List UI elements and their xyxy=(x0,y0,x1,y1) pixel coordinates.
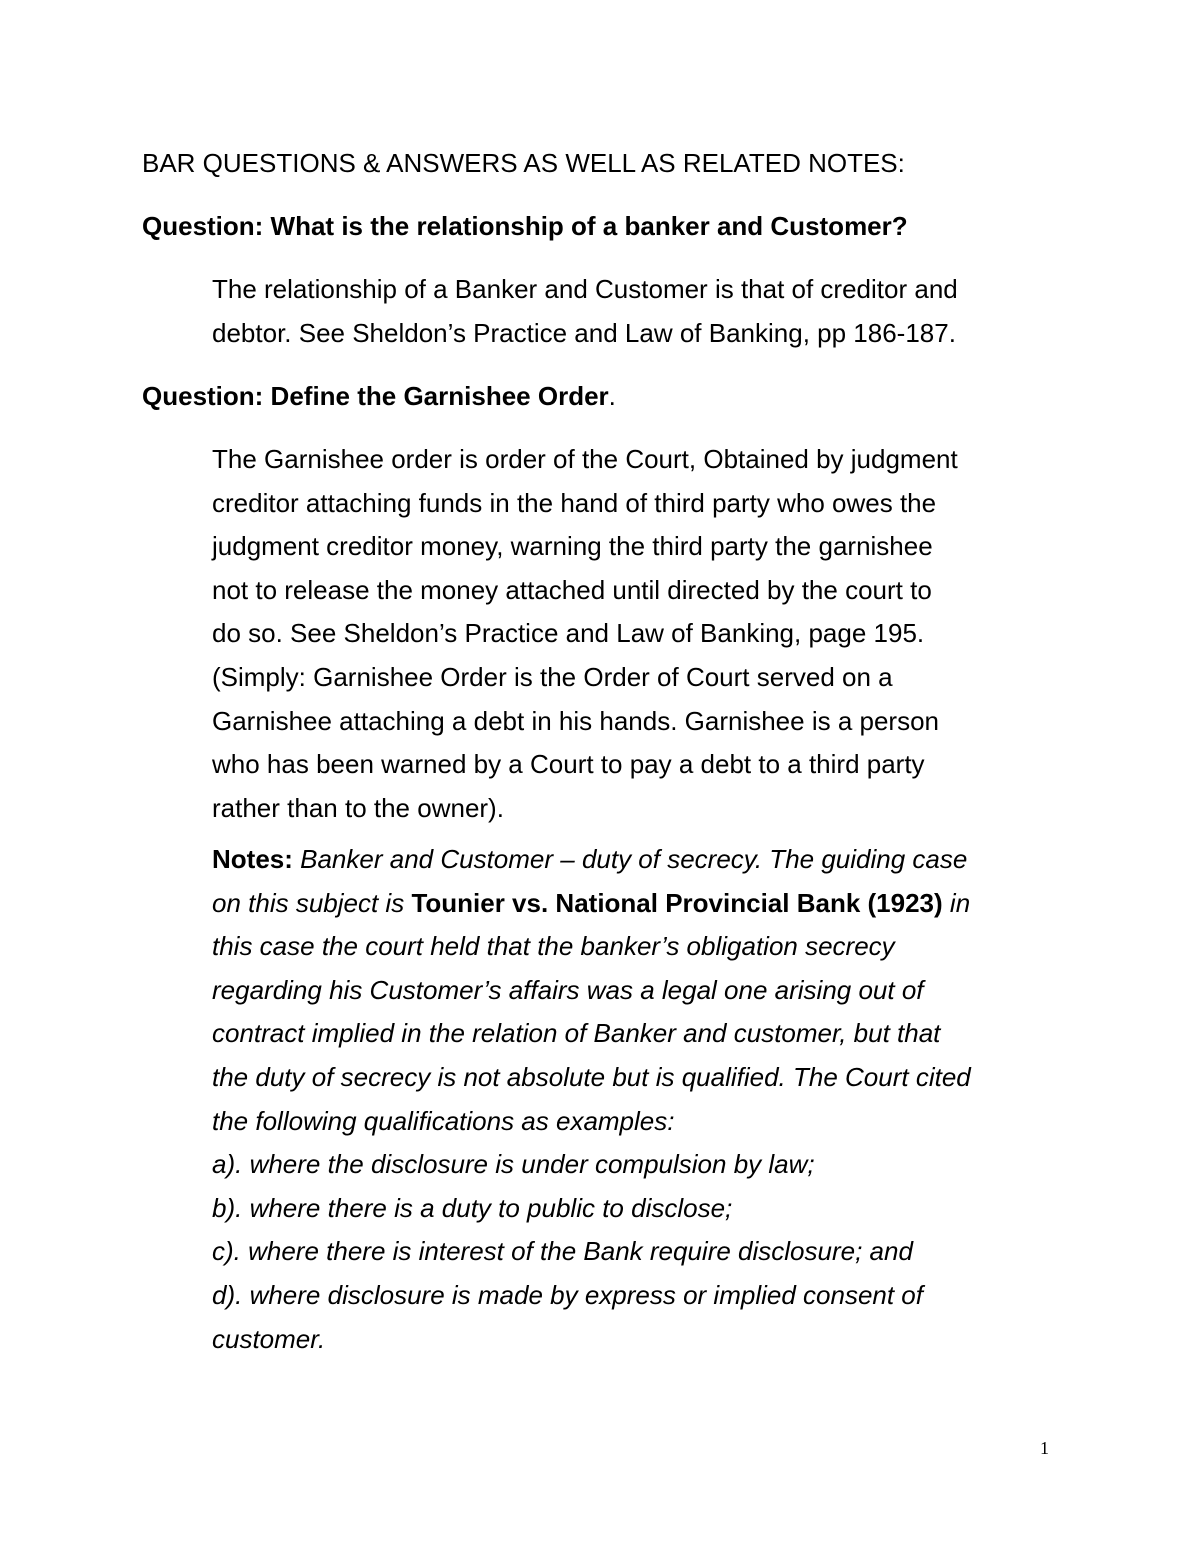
answer-1-line: The relationship of a Banker and Customer is that of creditor and xyxy=(212,274,958,304)
case-name: Tounier vs. National Provincial Bank (1923) xyxy=(411,887,943,918)
document-title: BAR QUESTIONS & ANSWERS AS WELL AS RELATED NOTES: xyxy=(142,148,905,178)
question-2-heading-text: Question: Define the Garnishee Order xyxy=(142,381,609,411)
answer-2-line: (Simply: Garnishee Order is the Order of Court served on a xyxy=(212,661,893,692)
answer-2 xyxy=(212,438,1112,830)
answer-2-line: creditor attaching funds in the hand of third party who owes the xyxy=(212,487,937,518)
notes-section xyxy=(212,838,1112,1361)
notes-line: this case the court held that the banker’s obligation secrecy xyxy=(212,931,895,962)
notes-intro: Banker and Customer – duty of secrecy. The guiding case xyxy=(292,844,968,874)
answer-2-line: The Garnishee order is order of the Court, Obtained by judgment xyxy=(212,444,958,474)
question-1-heading: Question: What is the relationship of a banker and Customer? xyxy=(142,211,908,241)
notes-line: the duty of secrecy is not absolute but is qualified. The Court cited xyxy=(212,1061,971,1092)
notes-line xyxy=(212,882,1112,926)
answer-2-line: who has been warned by a Court to pay a debt to a third party xyxy=(212,749,925,780)
notes-line: regarding his Customer’s affairs was a legal one arising out of xyxy=(212,974,924,1005)
answer-2-line: do so. See Sheldon’s Practice and Law of Banking, page 195. xyxy=(212,618,925,649)
question-2-heading xyxy=(142,378,1122,414)
qualification-item: b). where there is a duty to public to disclose; xyxy=(212,1192,733,1223)
answer-2-line: rather than to the owner). xyxy=(212,792,504,823)
qualification-item: customer. xyxy=(212,1323,326,1354)
answer-1-line: debtor. See Sheldon’s Practice and Law of Banking, pp 186-187. xyxy=(212,317,956,348)
notes-label: Notes: xyxy=(212,844,293,874)
answer-1 xyxy=(212,268,1112,355)
notes-text: on this subject is xyxy=(212,887,412,918)
qualification-item: a). where the disclosure is under compulsion by law; xyxy=(212,1149,815,1180)
question-2-heading-period: . xyxy=(608,381,616,411)
qualification-item: c). where there is interest of the Bank require disclosure; and xyxy=(212,1236,913,1267)
page-number: 1 xyxy=(1040,1438,1049,1458)
answer-2-line: Garnishee attaching a debt in his hands. Garnishee is a person xyxy=(212,705,940,736)
notes-line: the following qualifications as examples: xyxy=(212,1105,675,1136)
answer-2-line: not to release the money attached until directed by the court to xyxy=(212,574,932,605)
notes-line: contract implied in the relation of Banker and customer, but that xyxy=(212,1018,941,1049)
qualification-item: d). where disclosure is made by express or implied consent of xyxy=(212,1279,923,1310)
notes-text: in xyxy=(942,887,971,918)
answer-2-line: judgment creditor money, warning the third party the garnishee xyxy=(212,531,933,562)
notes-line xyxy=(212,838,1112,882)
